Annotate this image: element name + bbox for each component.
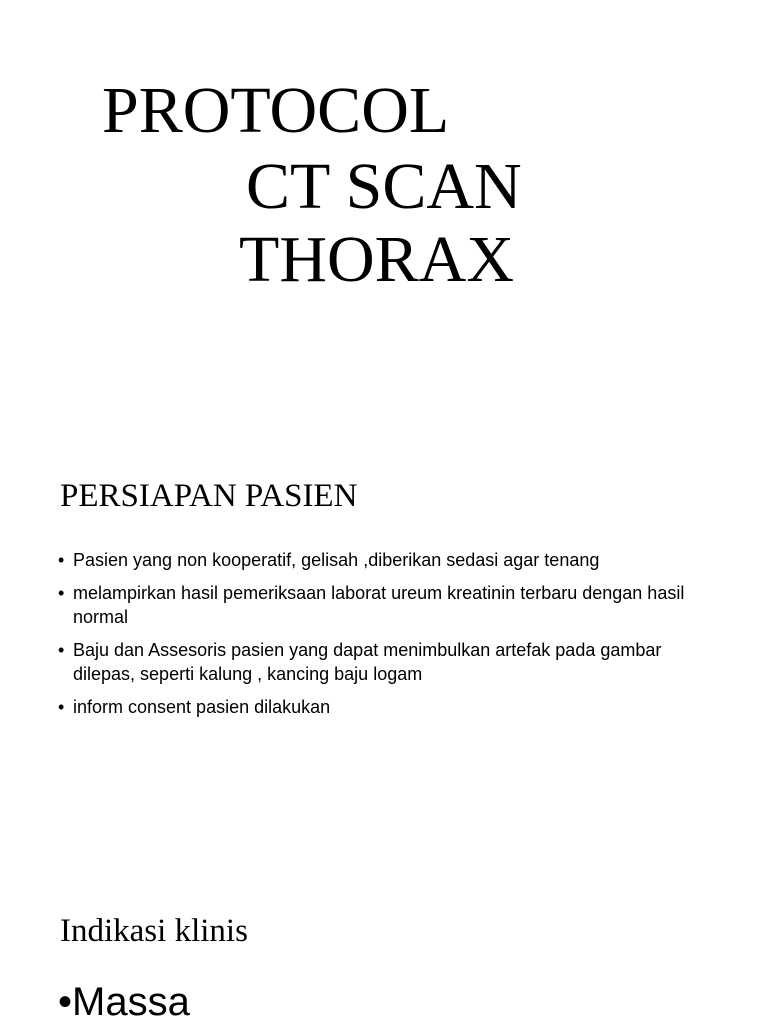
title-line-thorax: THORAX [239, 223, 514, 296]
bullet-item: • Pasien yang non kooperatif, gelisah ,diberikan sedasi agar tenang [58, 548, 718, 572]
indikasi-klinis-slide [0, 880, 768, 1024]
slide-heading: PERSIAPAN PASIEN [60, 478, 358, 514]
title-line-ct-scan: CT SCAN [246, 150, 522, 223]
bullet-list [58, 548, 718, 728]
bullet-item: • Baju dan Assesoris pasien yang dapat menimbulkan artefak pada gambar dilepas, seperti kalung , kancing baju logam [58, 638, 718, 686]
bullet-item: • inform consent pasien dilakukan [58, 695, 718, 719]
bullet-item: • melampirkan hasil pemeriksaan laborat ureum kreatinin terbaru dengan hasil normal [58, 581, 718, 629]
bullet-text: Massa [72, 980, 190, 1024]
bullet-item-massa: •Massa [58, 980, 190, 1024]
title-line-protocol: PROTOCOL [102, 74, 450, 147]
title-slide [0, 0, 768, 440]
slide-heading: Indikasi klinis [60, 913, 248, 949]
persiapan-pasien-slide [0, 440, 768, 880]
